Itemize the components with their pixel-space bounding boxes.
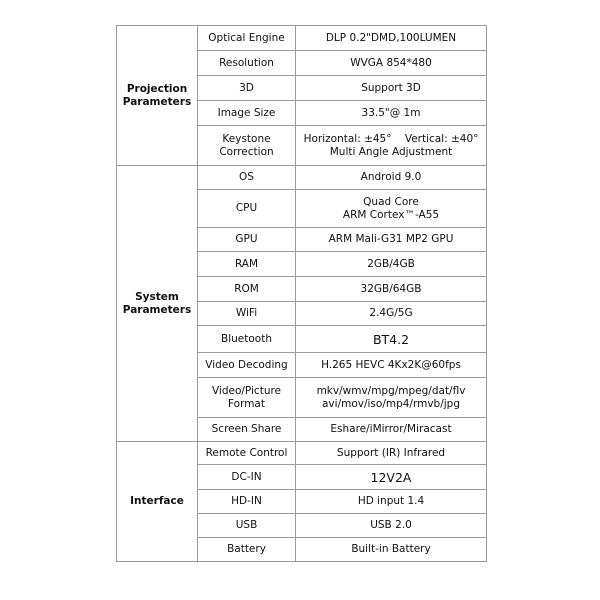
spec-value-gpu: ARM Mali-G31 MP2 GPU <box>296 228 487 252</box>
spec-label-bluetooth: Bluetooth <box>198 326 296 353</box>
spec-value-cpu: Quad Core ARM Cortex™-A55 <box>296 190 487 228</box>
spec-value-remote-control: Support (IR) Infrared <box>296 442 487 465</box>
spec-value-bluetooth: BT4.2 <box>296 326 487 353</box>
spec-value-video-picture-format: mkv/wmv/mpg/mpeg/dat/flv avi/mov/iso/mp4/rmvb/jpg <box>296 378 487 418</box>
spec-label-keystone-correction: Keystone Correction <box>198 126 296 166</box>
spec-value-wifi: 2.4G/5G <box>296 302 487 326</box>
spec-label-video-decoding: Video Decoding <box>198 353 296 378</box>
spec-table <box>116 25 487 562</box>
group-system-parameters: System Parameters <box>117 166 198 442</box>
spec-label-battery: Battery <box>198 538 296 562</box>
spec-value-screen-share: Eshare/iMirror/Miracast <box>296 418 487 442</box>
spec-value-optical-engine: DLP 0.2"DMD,100LUMEN <box>296 26 487 51</box>
table-row <box>117 442 487 465</box>
spec-label-gpu: GPU <box>198 228 296 252</box>
spec-value-ram: 2GB/4GB <box>296 252 487 277</box>
spec-label-os: OS <box>198 166 296 190</box>
spec-label-optical-engine: Optical Engine <box>198 26 296 51</box>
group-interface: Interface <box>117 442 198 562</box>
spec-value-3d: Support 3D <box>296 76 487 101</box>
spec-label-remote-control: Remote Control <box>198 442 296 465</box>
spec-label-rom: ROM <box>198 277 296 302</box>
table-row <box>117 166 487 190</box>
spec-value-usb: USB 2.0 <box>296 514 487 538</box>
spec-value-resolution: WVGA 854*480 <box>296 51 487 76</box>
group-projection-parameters: Projection Parameters <box>117 26 198 166</box>
spec-label-usb: USB <box>198 514 296 538</box>
spec-value-os: Android 9.0 <box>296 166 487 190</box>
spec-value-image-size: 33.5"@ 1m <box>296 101 487 126</box>
spec-label-ram: RAM <box>198 252 296 277</box>
spec-label-hd-in: HD-IN <box>198 490 296 514</box>
spec-label-video-picture-format: Video/Picture Format <box>198 378 296 418</box>
spec-label-resolution: Resolution <box>198 51 296 76</box>
spec-label-wifi: WiFi <box>198 302 296 326</box>
spec-value-battery: Built-in Battery <box>296 538 487 562</box>
spec-value-keystone-correction: Horizontal: ±45° Vertical: ±40° Multi Angle Adjustment <box>296 126 487 166</box>
table-row <box>117 26 487 51</box>
spec-label-image-size: Image Size <box>198 101 296 126</box>
spec-label-3d: 3D <box>198 76 296 101</box>
spec-value-dc-in: 12V2A <box>296 465 487 490</box>
spec-label-screen-share: Screen Share <box>198 418 296 442</box>
spec-value-rom: 32GB/64GB <box>296 277 487 302</box>
spec-label-cpu: CPU <box>198 190 296 228</box>
spec-value-video-decoding: H.265 HEVC 4Kx2K@60fps <box>296 353 487 378</box>
spec-label-dc-in: DC-IN <box>198 465 296 490</box>
spec-value-hd-in: HD input 1.4 <box>296 490 487 514</box>
